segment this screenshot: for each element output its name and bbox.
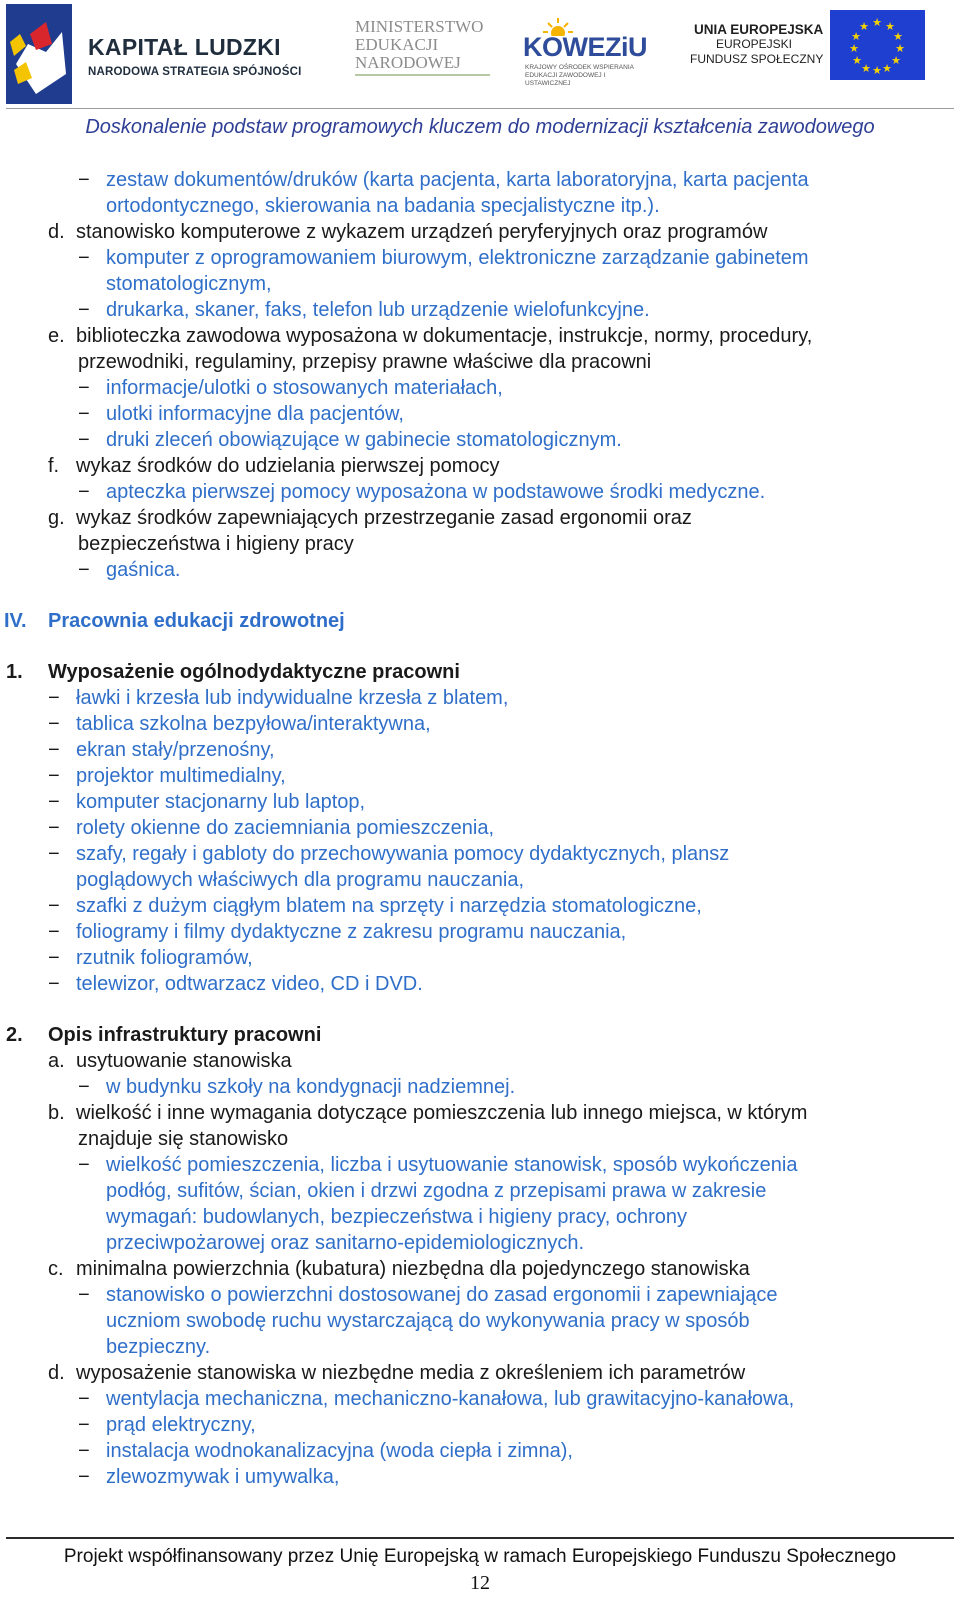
text-line: wykaz środków zapewniających przestrzeganie zasad ergonomii oraz	[76, 507, 692, 529]
svg-text:★: ★	[885, 20, 895, 33]
eu-line-2: EUROPEJSKI	[716, 37, 793, 51]
bullet-dash: −	[78, 1414, 90, 1436]
text-line: prąd elektryczny,	[106, 1414, 256, 1436]
header-logos	[0, 0, 960, 112]
bullet-dash: −	[78, 1388, 90, 1410]
text-line: wielkość i inne wymagania dotyczące pomieszczenia lub innego miejsca, w którym	[76, 1102, 808, 1124]
text-line: stanowisko o powierzchni dostosowanej do zasad ergonomii i zapewniające	[106, 1284, 778, 1306]
svg-text:★: ★	[891, 54, 901, 67]
svg-text:★: ★	[872, 16, 882, 29]
bullet-dash: −	[78, 299, 90, 321]
bullet-dash: −	[78, 429, 90, 451]
text-line: przeciwpożarowej oraz sanitarno-epidemiologicznych.	[106, 1232, 585, 1254]
text-line: biblioteczka zawodowa wyposażona w dokumentacje, instrukcje, normy, procedury,	[76, 325, 813, 347]
text-line: zestaw dokumentów/druków (karta pacjenta, karta laboratoryjna, karta pacjenta	[106, 169, 809, 191]
bullet-dash: −	[48, 895, 60, 917]
kapital-ludzki-text: KAPITAŁ LUDZKI	[88, 34, 281, 60]
svg-text:★: ★	[852, 54, 862, 67]
text-line: wyposażenie stanowiska w niezbędne media z określeniem ich parametrów	[76, 1362, 746, 1384]
text-line: uczniom swobodę ruchu wystarczającą do wykonywania pracy w sposób	[106, 1310, 750, 1332]
text-line: instalacja wodnokanalizacyjna (woda ciepła i zimna),	[106, 1440, 573, 1462]
text-line: gaśnica.	[106, 559, 181, 581]
text-line: foliogramy i filmy dydaktyczne z zakresu programu nauczania,	[76, 921, 627, 943]
text-line: bezpieczny.	[106, 1336, 211, 1358]
bullet-dash: −	[78, 403, 90, 425]
text-line: minimalna powierzchnia (kubatura) niezbędna dla pojedynczego stanowiska	[76, 1258, 750, 1280]
bullet-dash: −	[78, 1284, 90, 1306]
bullet-dash: −	[48, 947, 60, 969]
text-line: stanowisko komputerowe z wykazem urządzeń peryferyjnych oraz programów	[76, 221, 768, 243]
svg-text:★: ★	[893, 30, 903, 43]
koweziu-title: KOWEZiU	[523, 32, 647, 62]
svg-text:★: ★	[895, 42, 905, 55]
svg-text:★: ★	[859, 20, 869, 33]
svg-text:★: ★	[849, 42, 859, 55]
header-divider	[6, 108, 954, 109]
list-marker: c.	[48, 1258, 64, 1280]
list-marker: 2.	[6, 1024, 23, 1046]
text-line: komputer stacjonarny lub laptop,	[76, 791, 366, 813]
bullet-dash: −	[78, 481, 90, 503]
text-line: komputer z oprogramowaniem biurowym, elektroniczne zarządzanie gabinetem	[106, 247, 809, 269]
text-line: Opis infrastruktury pracowni	[48, 1024, 322, 1046]
text-line: stomatologicznym,	[106, 273, 272, 295]
bullet-dash: −	[48, 713, 60, 735]
svg-text:★: ★	[882, 62, 892, 75]
bullet-dash: −	[48, 921, 60, 943]
text-line: szafki z dużym ciągłym blatem na sprzęty i narzędzia stomatologiczne,	[76, 895, 702, 917]
bullet-dash: −	[78, 247, 90, 269]
eu-line-1: UNIA EUROPEJSKA	[694, 22, 824, 37]
text-line: apteczka pierwszej pomocy wyposażona w podstawowe środki medyczne.	[106, 481, 766, 503]
text-line: ortodontycznego, skierowania na badania specjalistyczne itp.).	[106, 195, 660, 217]
list-marker: g.	[48, 507, 65, 529]
bullet-dash: −	[48, 739, 60, 761]
list-marker: f.	[48, 455, 60, 477]
koweziu-subtitle: KRAJOWY OŚRODEK WSPIERANIA EDUKACJI ZAWODOWEJ I USTAWICZNEJ	[525, 64, 634, 87]
ministry-logo	[355, 18, 495, 76]
text-line: Wyposażenie ogólnodydaktyczne pracowni	[48, 661, 460, 683]
text-line: wymagań: budowlanych, bezpieczeństwa i higieny pracy, ochrony	[106, 1206, 688, 1228]
bullet-dash: −	[48, 791, 60, 813]
text-line: wentylacja mechaniczna, mechaniczno-kanałowa, lub grawitacyjno-kanałowa,	[106, 1388, 795, 1410]
svg-text:★: ★	[861, 62, 871, 75]
svg-text:★: ★	[872, 64, 882, 77]
bullet-dash: −	[78, 1154, 90, 1176]
list-marker: e.	[48, 325, 65, 347]
bullet-dash: −	[48, 843, 60, 865]
text-line: znajduje się stanowisko	[78, 1128, 289, 1150]
bullet-dash: −	[78, 1466, 90, 1488]
text-line: tablica szkolna bezpyłowa/interaktywna,	[76, 713, 431, 735]
ministry-line-2: EDUKACJI	[355, 35, 439, 54]
text-line: projektor multimedialny,	[76, 765, 286, 787]
eu-line-3: FUNDUSZ SPOŁECZNY	[690, 52, 824, 66]
bullet-dash: −	[48, 817, 60, 839]
text-line: ulotki informacyjne dla pacjentów,	[106, 403, 404, 425]
text-line: druki zleceń obowiązujące w gabinecie stomatologicznym.	[106, 429, 622, 451]
text-line: bezpieczeństwa i higieny pracy	[78, 533, 354, 555]
text-line: w budynku szkoły na kondygnacji nadziemnej.	[106, 1076, 516, 1098]
bullet-dash: −	[48, 687, 60, 709]
text-line: Pracownia edukacji zdrowotnej	[48, 610, 345, 632]
text-line: wielkość pomieszczenia, liczba i usytuowanie stanowisk, sposób wykończenia	[106, 1154, 798, 1176]
bullet-dash: −	[48, 765, 60, 787]
text-line: przewodniki, regulaminy, przepisy prawne właściwe dla pracowni	[78, 351, 652, 373]
list-marker: d.	[48, 1362, 65, 1384]
eu-flag-icon	[830, 10, 925, 80]
footer-text: Projekt współfinansowany przez Unię Europejską w ramach Europejskiego Funduszu Społecznego	[63, 1546, 897, 1567]
text-line: ekran stały/przenośny,	[76, 739, 275, 761]
koweziu-logo	[523, 18, 647, 88]
bullet-dash: −	[48, 973, 60, 995]
text-line: usytuowanie stanowiska	[76, 1050, 292, 1072]
list-marker: b.	[48, 1102, 65, 1124]
bullet-dash: −	[78, 169, 90, 191]
text-line: poglądowych właściwych dla programu nauczania,	[76, 869, 525, 891]
eu-text	[690, 22, 824, 67]
page-number: 12	[470, 1572, 490, 1594]
text-line: telewizor, odtwarzacz video, CD i DVD.	[76, 973, 423, 995]
bullet-dash: −	[78, 559, 90, 581]
list-marker: 1.	[6, 661, 23, 683]
document-title: Doskonalenie podstaw programowych kluczem do modernizacji kształcenia zawodowego	[85, 116, 875, 138]
text-line: podłóg, sufitów, ścian, okien i drzwi zgodna z przepisami prawa w zakresie	[106, 1180, 767, 1202]
bullet-dash: −	[78, 1440, 90, 1462]
text-line: rzutnik foliogramów,	[76, 947, 253, 969]
text-line: rolety okienne do zaciemniania pomieszczenia,	[76, 817, 495, 839]
bullet-dash: −	[78, 1076, 90, 1098]
text-line: wykaz środków do udzielania pierwszej pomocy	[76, 455, 500, 477]
kapital-ludzki-logo-icon	[6, 4, 72, 104]
text-line: informacje/ulotki o stosowanych materiałach,	[106, 377, 503, 399]
ministry-line-3: NARODOWEJ	[355, 53, 461, 72]
text-line: szafy, regały i gabloty do przechowywania pomocy dydaktycznych, plansz	[76, 843, 730, 865]
text-line: zlewozmywak i umywalka,	[106, 1466, 340, 1488]
footer-divider	[6, 1537, 954, 1539]
text-line: ławki i krzesła lub indywidualne krzesła z blatem,	[76, 687, 509, 709]
kapital-ludzki-subtext: NARODOWA STRATEGIA SPÓJNOŚCI	[88, 66, 302, 78]
text-line: drukarka, skaner, faks, telefon lub urządzenie wielofunkcyjne.	[106, 299, 650, 321]
list-marker: a.	[48, 1050, 65, 1072]
list-marker: IV.	[4, 610, 27, 632]
bullet-dash: −	[78, 377, 90, 399]
list-marker: d.	[48, 221, 65, 243]
ministry-line-1: MINISTERSTWO	[355, 17, 484, 36]
svg-text:★: ★	[851, 30, 861, 43]
